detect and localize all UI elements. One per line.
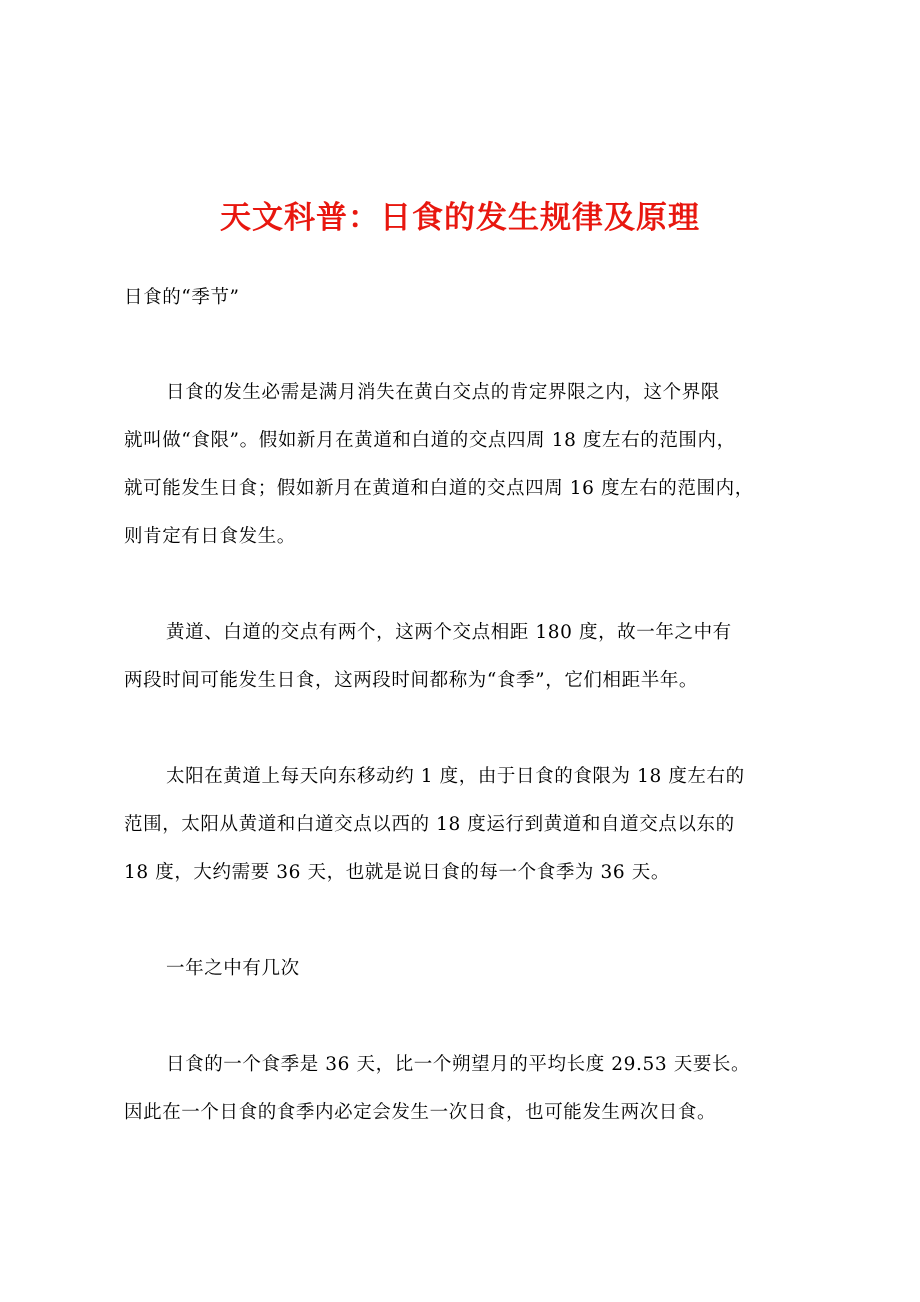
document-title: 天文科普：日食的发生规律及原理 xyxy=(220,200,700,236)
paragraph-line: 日食的一个食季是 36 天，比一个朔望月的平均长度 29.53 天要长。 xyxy=(166,1054,751,1075)
paragraph-line: 太阳在黄道上每天向东移动约 1 度，由于日食的食限为 18 度左右的 xyxy=(166,766,745,787)
paragraph-line: 因此在一个日食的食季内必定会发生一次日食，也可能发生两次日食。 xyxy=(124,1102,717,1123)
paragraph-line: 则肯定有日食发生。 xyxy=(124,526,296,547)
paragraph-line: 黄道、白道的交点有两个，这两个交点相距 180 度，故一年之中有 xyxy=(166,622,732,643)
paragraph-line: 范围，太阳从黄道和白道交点以西的 18 度运行到黄道和自道交点以东的 xyxy=(124,814,735,835)
paragraph-line: 就叫做“食限”。假如新月在黄道和白道的交点四周 18 度左右的范围内， xyxy=(124,430,736,451)
paragraph-line: 日食的发生必需是满月消失在黄白交点的肯定界限之内，这个界限 xyxy=(166,382,720,403)
section-heading-season: 日食的“季节” xyxy=(124,287,240,308)
paragraph-line: 18 度，大约需要 36 天，也就是说日食的每一个食季为 36 天。 xyxy=(124,862,670,883)
paragraph-line: 就可能发生日食；假如新月在黄道和白道的交点四周 16 度左右的范围内， xyxy=(124,478,754,499)
paragraph-line: 两段时间可能发生日食，这两段时间都称为“食季”，它们相距半年。 xyxy=(124,670,699,691)
section-heading-count: 一年之中有几次 xyxy=(166,958,300,979)
